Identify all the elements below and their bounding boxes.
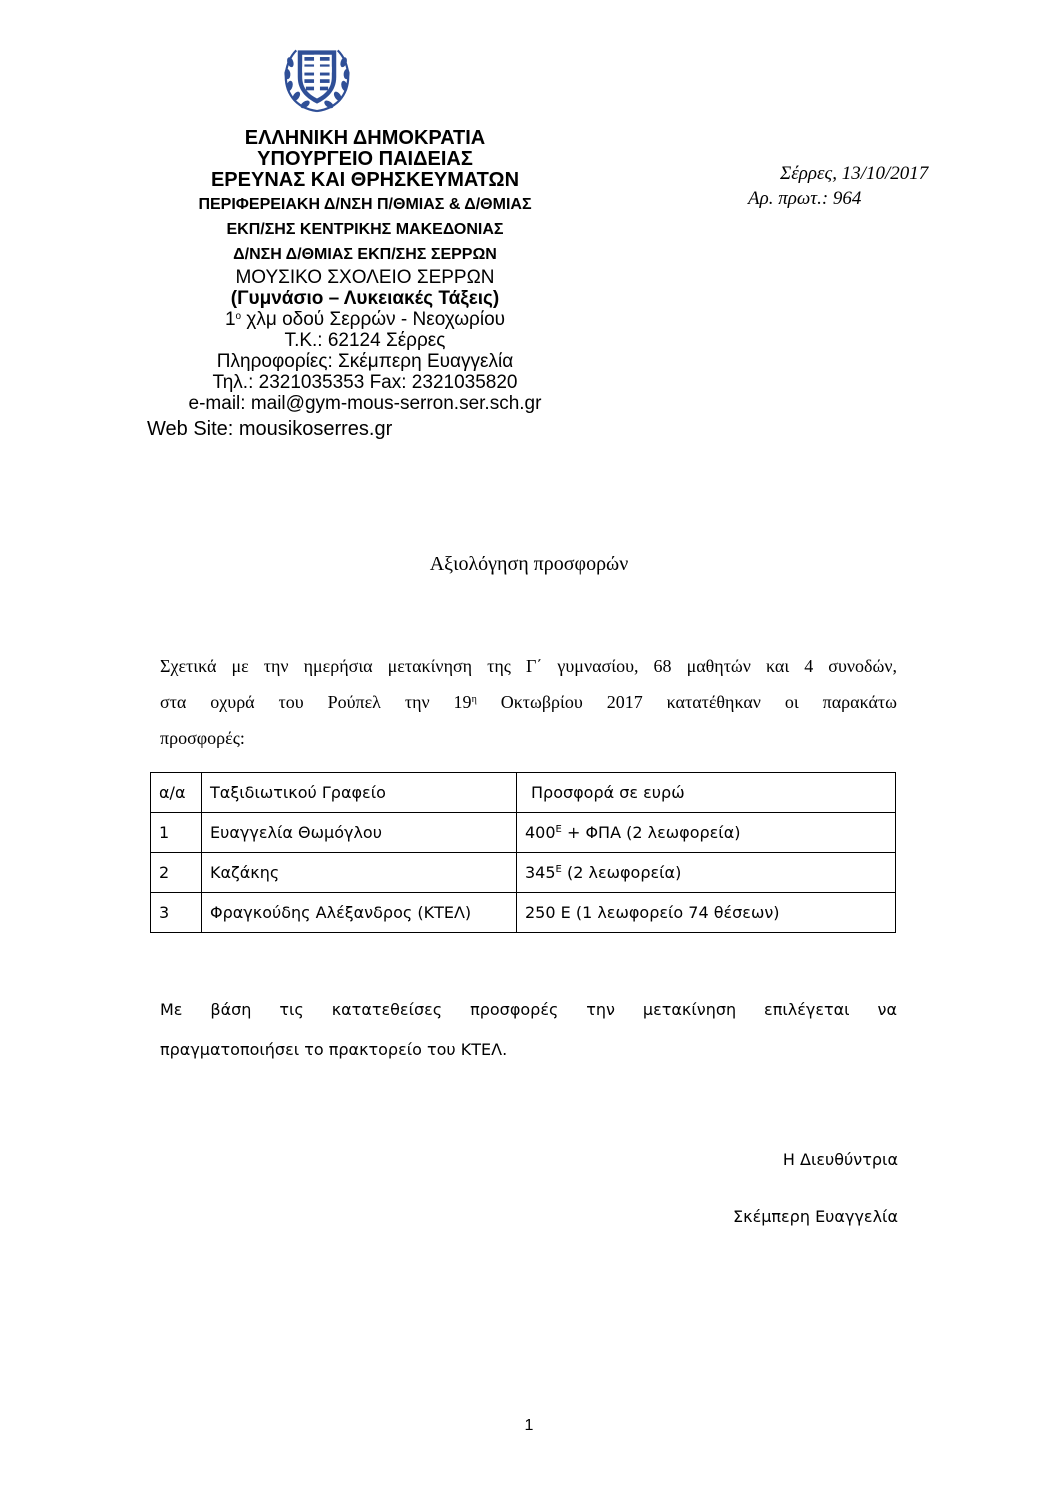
date-line: Σέρρες, 13/10/2017 <box>780 163 929 184</box>
offer-currency: Ε <box>555 864 562 875</box>
row-num: 3 <box>151 893 202 933</box>
offer-amount: 400 <box>525 823 556 842</box>
row-agency: Ευαγγελία Θωμόγλου <box>202 813 517 853</box>
conclusion-line-1: Με βάση τις κατατεθείσες προσφορές την μετακίνηση επιλέγεται να <box>160 1000 897 1019</box>
row-offer <box>517 813 896 853</box>
header-line-ministry: ΥΠΟΥΡΓΕΙΟ ΠΑΙΔΕΙΑΣ <box>257 148 473 170</box>
row-offer <box>517 893 896 933</box>
header-phone: Τηλ.: 2321035353 Fax: 2321035820 <box>212 372 518 393</box>
header-website: Web Site: mousikoserres.gr <box>147 418 393 440</box>
document-title: Αξιολόγηση προσφορών <box>429 553 629 575</box>
greek-republic-emblem <box>280 40 354 114</box>
protocol-number: Αρ. πρωτ.: 964 <box>748 188 862 209</box>
offer-currency: Ε <box>555 824 562 835</box>
header-line-republic: ΕΛΛΗΝΙΚΗ ΔΗΜΟΚΡΑΤΙΑ <box>244 127 486 149</box>
address-number: 1 <box>224 309 236 330</box>
signature-name: Σκέμπερη Ευαγγελία <box>733 1207 898 1226</box>
offer-amount: 345 <box>525 863 556 882</box>
signature-role: Η Διευθύντρια <box>782 1150 898 1169</box>
intro-line-3: προσφορές: <box>160 728 245 748</box>
intro-line-2-start: στα οχυρά του Ρούπελ την 19 <box>160 692 472 712</box>
header-cell-offer: Προσφορά σε ευρώ <box>517 773 896 813</box>
table-row <box>151 813 896 853</box>
conclusion-line-2: πραγματοποιήσει το πρακτορείο του ΚΤΕΛ. <box>160 1040 508 1059</box>
row-agency: Καζάκης <box>202 853 517 893</box>
header-info: Πληροφορίες: Σκέμπερη Ευαγγελία <box>216 351 514 372</box>
conclusion-paragraph <box>160 990 897 1070</box>
header-cell-agency: Ταξιδιωτικού Γραφείο <box>202 773 517 813</box>
table-header-row <box>151 773 896 813</box>
page-number: 1 <box>524 1417 534 1434</box>
header-line-serres-directorate: Δ/ΝΣΗ Δ/ΘΜΙΑΣ ΕΚΠ/ΣΗΣ ΣΕΡΡΩΝ <box>233 246 497 263</box>
row-num: 1 <box>151 813 202 853</box>
intro-line-1: Σχετικά με την ημερήσια μετακίνηση της Γ΄ γυμνασίου, 68 μαθητών και 4 συνοδών, <box>160 656 897 676</box>
header-line-research: ΕΡΕΥΝΑΣ ΚΑΙ ΘΡΗΣΚΕΥΜΑΤΩΝ <box>210 169 520 191</box>
address-ordinal: ο <box>235 311 242 322</box>
offer-details: + ΦΠΑ (2 λεωφορεία) <box>561 823 741 842</box>
intro-ordinal: η <box>471 694 477 705</box>
intro-line-2-end: Οκτωβρίου 2017 κατατέθηκαν οι παρακάτω <box>476 692 897 712</box>
table-row <box>151 853 896 893</box>
row-num: 2 <box>151 853 202 893</box>
header-email: e-mail: mail@gym-mous-serron.ser.sch.gr <box>188 393 542 414</box>
offer-details: (2 λεωφορεία) <box>561 863 682 882</box>
header-line-school-type: (Γυμνάσιο – Λυκειακές Τάξεις) <box>230 288 500 309</box>
header-postcode: Τ.Κ.: 62124 Σέρρες <box>284 330 446 351</box>
address-street: χλμ οδού Σερρών - Νεοχωρίου <box>241 309 506 330</box>
header-line-school-name: ΜΟΥΣΙΚΟ ΣΧΟΛΕΙΟ ΣΕΡΡΩΝ <box>235 267 495 288</box>
row-agency: Φραγκούδης Αλέξανδρος (ΚΤΕΛ) <box>202 893 517 933</box>
intro-paragraph <box>160 648 897 756</box>
header-line-regional-directorate: ΠΕΡΙΦΕΡΕΙΑΚΗ Δ/ΝΣΗ Π/ΘΜΙΑΣ & Δ/ΘΜΙΑΣ <box>198 196 532 213</box>
header-address <box>140 310 590 329</box>
intro-line-2 <box>160 684 897 720</box>
table-row <box>151 893 896 933</box>
offers-table <box>150 772 896 933</box>
header-line-central-macedonia: ΕΚΠ/ΣΗΣ ΚΕΝΤΡΙΚΗΣ ΜΑΚΕΔΟΝΙΑΣ <box>226 221 504 238</box>
row-offer <box>517 853 896 893</box>
header-cell-num: α/α <box>151 773 202 813</box>
offer-amount: 250 Ε (1 λεωφορείο 74 θέσεων) <box>525 903 780 922</box>
